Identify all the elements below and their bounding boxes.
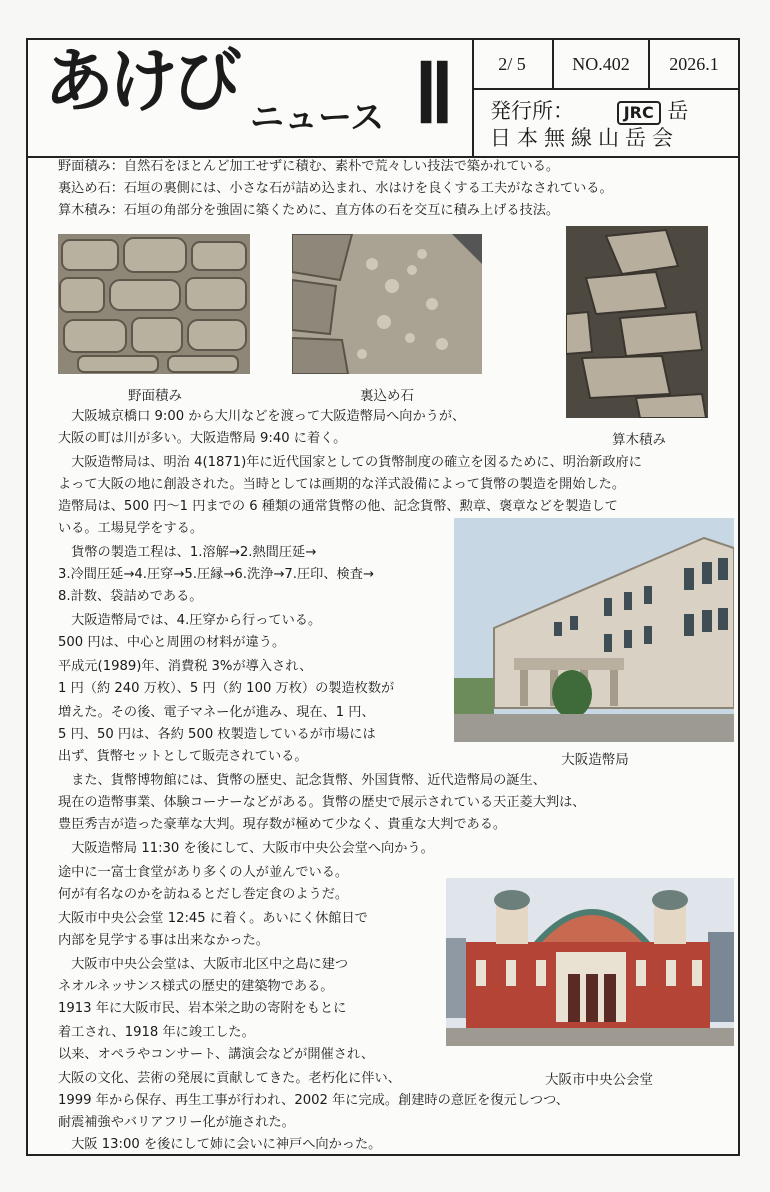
masthead bbox=[28, 40, 738, 158]
body-5-line-11: 大阪の文化、芸術の発展に貢献してきた。老朽化に伴い、 bbox=[58, 1071, 401, 1086]
page-number: 2/ 5 bbox=[498, 53, 526, 74]
body-5-line-4: 大阪市中央公会堂 12:45 に着く。あいにく休館日で bbox=[58, 911, 368, 926]
body-5-line-1: 大阪造幣局 11:30 を後にして、大阪市中央公会堂へ向かう。 bbox=[58, 841, 434, 856]
issue-date: 2026.1 bbox=[648, 40, 738, 88]
intro-line-2: 裏込め石：石垣の裏側には、小さな石が詰め込まれ、水はけを良くする工夫がなされている。 bbox=[58, 181, 613, 196]
body-5-line-12: 1999 年から保存、再生工事が行われ、2002 年に完成。創建時の意匠を復元しつつ、 bbox=[58, 1093, 569, 1108]
body-4-line-2: 現在の造幣事業、体験コーナーなどがある。貨幣の歴史で展示されている天正菱大判は、 bbox=[58, 795, 586, 810]
body-4-line-1: また、貨幣博物館には、貨幣の歴史、記念貨幣、外国貨幣、近代造幣局の誕生、 bbox=[58, 773, 546, 788]
jrc-logo-suffix: 岳 bbox=[667, 99, 689, 123]
intro-line-3: 算木積み：石垣の角部分を強固に築くために、直方体の石を交互に積み上げる技法。 bbox=[58, 203, 560, 218]
body-3-line-4: 大阪造幣局では、4.圧穿から行っている。 bbox=[58, 613, 322, 628]
body-3-line-2: 3.冷間圧延→4.圧穿→5.圧縁→6.洗浄→7.圧印、検査→ bbox=[58, 567, 374, 582]
publisher-label: 発行所： bbox=[490, 99, 574, 123]
body-5-line-7: ネオルネッサンス様式の歴史的建築物である。 bbox=[58, 979, 334, 994]
hall-caption: 大阪市中央公会堂 bbox=[545, 1072, 653, 1088]
body-5-line-6: 大阪市中央公会堂は、大阪市北区中之島に建つ bbox=[58, 957, 349, 972]
sangi-photo bbox=[566, 226, 708, 418]
sangi-caption: 算木積み bbox=[612, 432, 666, 448]
logo-news: ニュース bbox=[250, 98, 385, 138]
body-5-line-3: 何が有名なのかを訪ねるとだし巻定食のようだ。 bbox=[58, 887, 349, 902]
uragome-photo bbox=[292, 234, 482, 374]
body-5-line-14: 大阪 13:00 を後にして姉に会いに神戸へ向かった。 bbox=[58, 1137, 382, 1152]
mint-photo bbox=[454, 518, 734, 742]
body-1-line-1: 大阪城京橋口 9:00 から大川などを渡って大阪造幣局へ向かうが、 bbox=[58, 409, 466, 424]
nozura-caption: 野面積み bbox=[128, 388, 182, 404]
body-3-line-10: 出ず、貨幣セットとして販売されている。 bbox=[58, 749, 308, 764]
body-3-line-5: 500 円は、中心と周囲の材料が違う。 bbox=[58, 635, 286, 650]
body-2-line-1: 大阪造幣局は、明治 4(1871)年に近代国家としての貨幣制度の確立を図るために、明治新政府に bbox=[58, 455, 642, 470]
hall-photo bbox=[446, 878, 734, 1046]
intro-line-1: 野面積み：自然石をほとんど加工せずに積む、素朴で荒々しい技法で築かれている。 bbox=[58, 159, 560, 174]
publisher-block bbox=[490, 98, 688, 152]
body-5-line-5: 内部を見学する事は出来なかった。 bbox=[58, 933, 269, 948]
title-box bbox=[28, 40, 474, 156]
body-2-line-4: いる。工場見学をする。 bbox=[58, 521, 204, 536]
logo-numeral: Ⅱ bbox=[414, 49, 455, 140]
uragome-caption: 裏込め石 bbox=[360, 388, 414, 404]
publisher-name: 日本無線山岳会 bbox=[490, 126, 679, 150]
body-3-line-8: 増えた。その後、電子マネー化が進み、現在、1 円、 bbox=[58, 705, 375, 720]
issue-meta bbox=[472, 40, 738, 90]
jrc-logo: JRC bbox=[617, 101, 661, 125]
body-4-line-3: 豊臣秀吉が造った豪華な大判。現存数が極めて少なく、貴重な大判である。 bbox=[58, 817, 507, 832]
logo-akebi: あけび bbox=[44, 40, 236, 122]
body-1-line-2: 大阪の町は川が多い。大阪造幣局 9:40 に着く。 bbox=[58, 431, 347, 446]
body-2-line-2: よって大阪の地に創設された。当時としては画期的な洋式設備によって貨幣の製造を開始した。 bbox=[58, 477, 626, 492]
body-3-line-3: 8.計数、袋詰めである。 bbox=[58, 589, 203, 604]
body-5-line-10: 以来、オペラやコンサート、講演会などが開催され、 bbox=[58, 1047, 375, 1062]
body-3-line-7: 1 円（約 240 万枚）、5 円（約 100 万枚）の製造枚数が bbox=[58, 681, 395, 696]
issue-number: NO.402 bbox=[552, 40, 648, 88]
body-3-line-1: 貨幣の製造工程は、1.溶解→2.熱間圧延→ bbox=[58, 545, 317, 560]
body-3-line-9: 5 円、50 円は、各約 500 枚製造しているが市場には bbox=[58, 727, 376, 742]
mint-caption: 大阪造幣局 bbox=[561, 752, 629, 768]
nozura-photo bbox=[58, 234, 250, 374]
body-5-line-13: 耐震補強やバリアフリー化が施された。 bbox=[58, 1115, 295, 1130]
body-5-line-8: 1913 年に大阪市民、岩本栄之助の寄附をもとに bbox=[58, 1001, 347, 1016]
body-5-line-9: 着工され、1918 年に竣工した。 bbox=[58, 1025, 255, 1040]
body-3-line-6: 平成元(1989)年、消費税 3%が導入され、 bbox=[58, 659, 313, 674]
body-2-line-3: 造幣局は、500 円～1 円までの 6 種類の通常貨幣の他、記念貨幣、勲章、褒章などを製造して bbox=[58, 499, 618, 514]
body-5-line-2: 途中に一富士食堂があり多くの人が並んでいる。 bbox=[58, 865, 349, 880]
